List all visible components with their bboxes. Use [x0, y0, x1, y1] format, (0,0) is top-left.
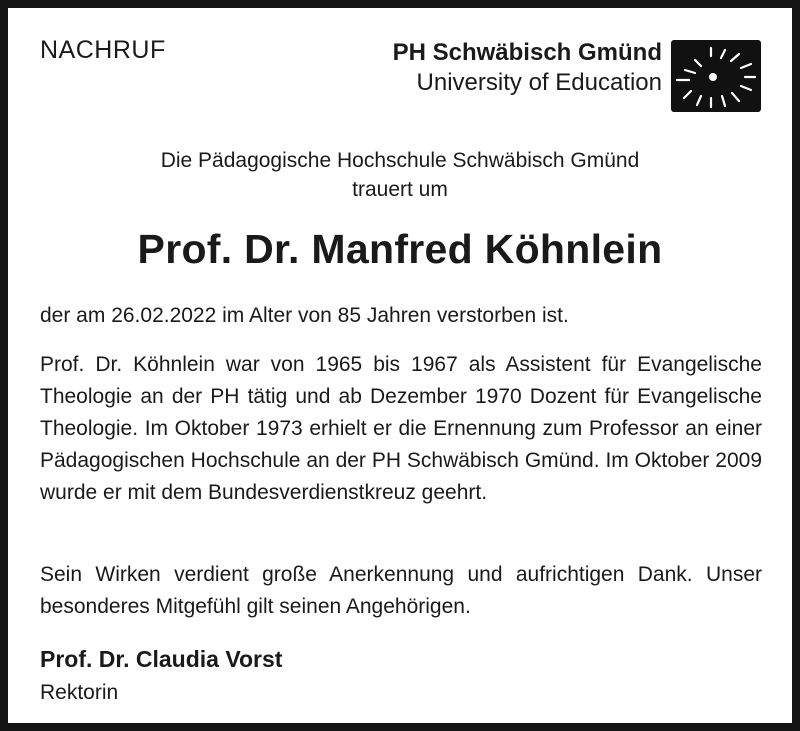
career-paragraph: Prof. Dr. Köhnlein war von 1965 bis 1967 als Assistent für Evangelische Theologie an der PH tätig und ab Dezember 1970 Dozent für Evangelische Theologie. Im Oktober 1973 erhielt er die Ernennung zum Professor an einer Pädagogischen Hochschule an der PH Schwäbisch Gmünd. Im Oktober 2009 wurde er mit dem Bundesverdienstkreuz geehrt. — [40, 353, 762, 504]
condolence-paragraph: Sein Wirken verdient große Anerkennung und aufrichtigen Dank. Unser besonderes Mitgefühl gilt seinen Angehörigen. — [40, 563, 762, 618]
death-date-paragraph: der am 26.02.2022 im Alter von 85 Jahren verstorben ist. — [40, 304, 569, 327]
intro-line-mourns: trauert um — [352, 178, 448, 201]
notice-type-label: NACHRUF — [40, 36, 166, 64]
starburst-logo-graphic — [671, 40, 761, 112]
signatory-role: Rektorin — [40, 681, 119, 704]
intro-line-institution: Die Pädagogische Hochschule Schwäbisch Gmünd — [160, 149, 640, 172]
university-logo-text — [370, 38, 662, 98]
logo-line-primary: PH Schwäbisch Gmünd — [392, 39, 662, 66]
intro-text — [40, 146, 760, 204]
starburst-logo-icon — [671, 40, 761, 112]
logo-line-secondary: University of Education — [416, 69, 662, 96]
deceased-name: Prof. Dr. Manfred Köhnlein — [137, 226, 663, 272]
signatory-name: Prof. Dr. Claudia Vorst — [40, 646, 283, 672]
